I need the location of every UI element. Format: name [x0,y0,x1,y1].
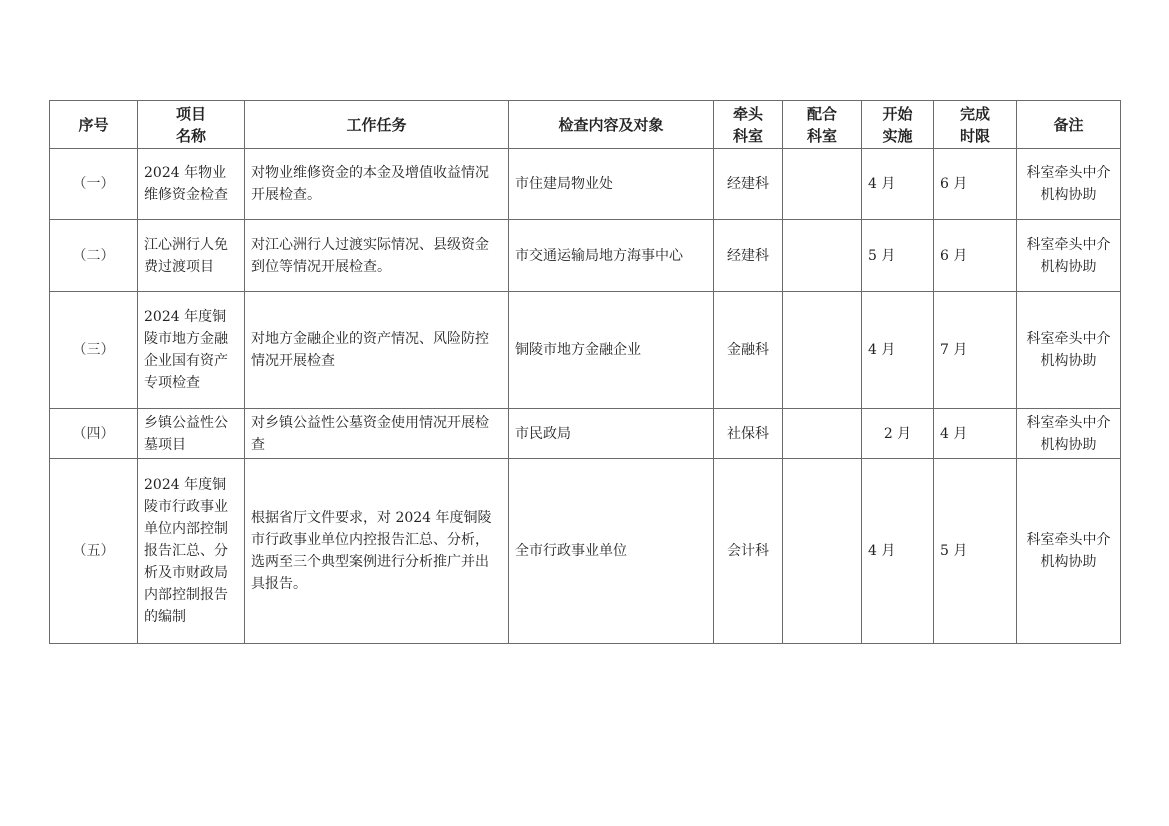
row-deadline: 4 月 [934,409,1017,459]
row-project-name: 江心洲行人免费过渡项目 [138,220,245,292]
row-start: 5 月 [862,220,934,292]
row-task: 根据省厅文件要求，对 2024 年度铜陵市行政事业单位内控报告汇总、分析，选两至三个典型案例进行分析推广并出具报告。 [245,459,509,644]
row-start: 4 月 [862,292,934,409]
col-header-deadline: 完成 时限 [934,101,1017,149]
row-seq: （二） [50,220,138,292]
row-task: 对江心洲行人过渡实际情况、县级资金到位等情况开展检查。 [245,220,509,292]
row-project-name: 2024 年物业维修资金检查 [138,149,245,220]
table-row [50,220,1121,292]
row-support-dept [783,220,862,292]
row-seq: （五） [50,459,138,644]
row-deadline: 6 月 [934,149,1017,220]
row-note: 科室牵头中介机构协助 [1017,409,1121,459]
row-support-dept [783,459,862,644]
row-deadline: 5 月 [934,459,1017,644]
row-project-name: 2024 年度铜陵市地方金融企业国有资产专项检查 [138,292,245,409]
table-row [50,459,1121,644]
row-project-name: 2024 年度铜陵市行政事业单位内部控制报告汇总、分析及市财政局内部控制报告的编制 [138,459,245,644]
row-note: 科室牵头中介机构协助 [1017,292,1121,409]
header-row [50,101,1121,149]
row-lead-dept: 社保科 [714,409,783,459]
row-target: 全市行政事业单位 [509,459,714,644]
table-row [50,409,1121,459]
row-target: 市交通运输局地方海事中心 [509,220,714,292]
row-lead-dept: 会计科 [714,459,783,644]
row-note: 科室牵头中介机构协助 [1017,149,1121,220]
row-note: 科室牵头中介机构协助 [1017,459,1121,644]
row-start: 4 月 [862,149,934,220]
row-target: 铜陵市地方金融企业 [509,292,714,409]
row-seq: （三） [50,292,138,409]
row-support-dept [783,292,862,409]
col-header-note: 备注 [1017,101,1121,149]
inspection-plan-table [49,100,1121,644]
row-lead-dept: 经建科 [714,220,783,292]
row-project-name: 乡镇公益性公墓项目 [138,409,245,459]
row-task: 对地方金融企业的资产情况、风险防控情况开展检查 [245,292,509,409]
col-header-target: 检查内容及对象 [509,101,714,149]
row-target: 市住建局物业处 [509,149,714,220]
table-row [50,149,1121,220]
row-start: 2 月 [862,409,934,459]
row-lead-dept: 金融科 [714,292,783,409]
row-seq: （一） [50,149,138,220]
row-target: 市民政局 [509,409,714,459]
col-header-start: 开始 实施 [862,101,934,149]
row-support-dept [783,409,862,459]
col-header-task: 工作任务 [245,101,509,149]
row-support-dept [783,149,862,220]
row-deadline: 6 月 [934,220,1017,292]
col-header-support-dept: 配合 科室 [783,101,862,149]
col-header-seq: 序号 [50,101,138,149]
table-row [50,292,1121,409]
row-task: 对乡镇公益性公墓资金使用情况开展检查 [245,409,509,459]
row-lead-dept: 经建科 [714,149,783,220]
row-deadline: 7 月 [934,292,1017,409]
row-note: 科室牵头中介机构协助 [1017,220,1121,292]
col-header-lead-dept: 牵头 科室 [714,101,783,149]
row-start: 4 月 [862,459,934,644]
row-task: 对物业维修资金的本金及增值收益情况开展检查。 [245,149,509,220]
row-seq: （四） [50,409,138,459]
col-header-project-name: 项目 名称 [138,101,245,149]
